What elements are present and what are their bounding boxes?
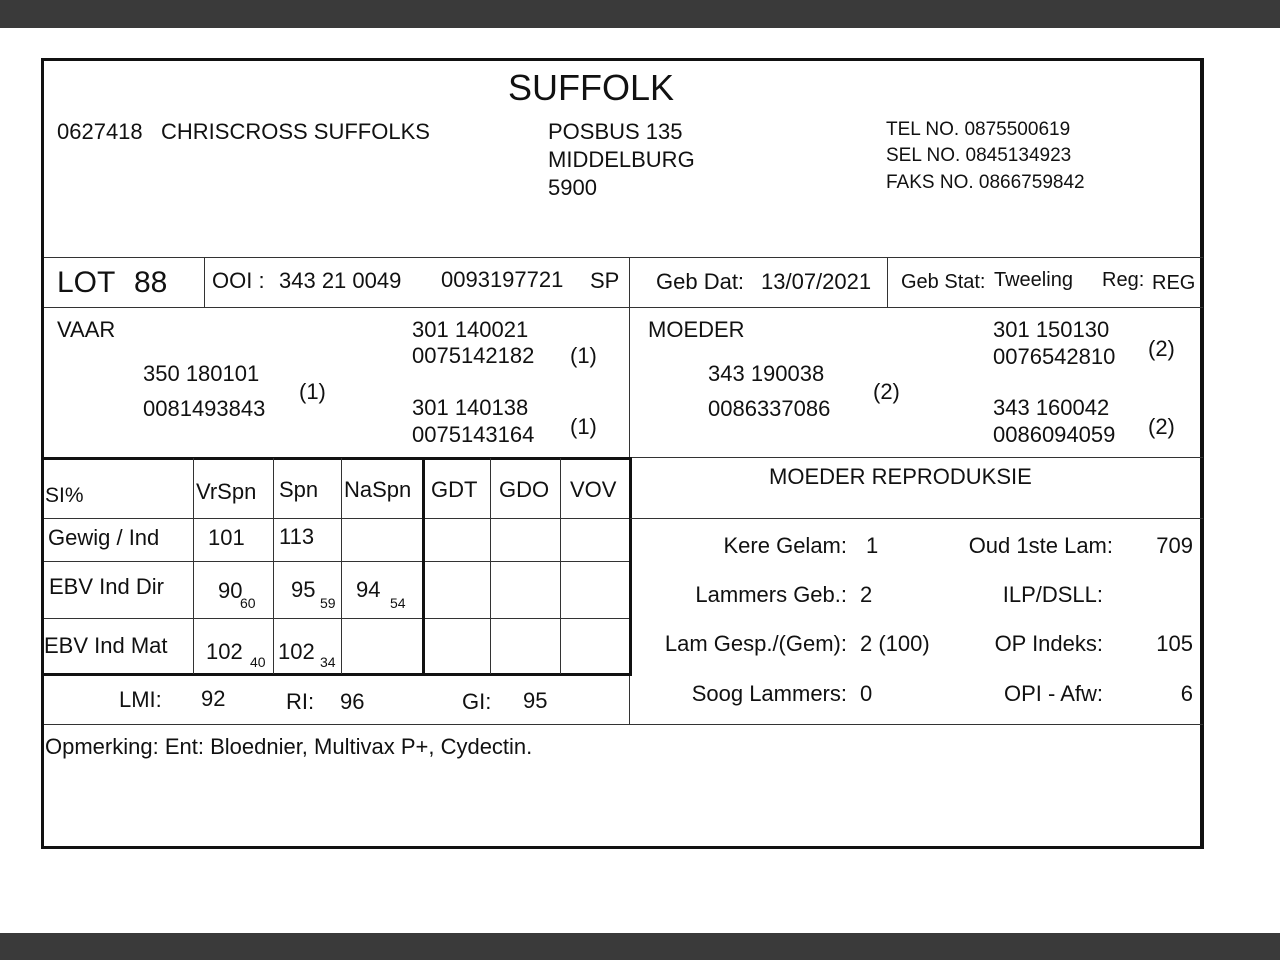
- grid-border: [44, 673, 632, 676]
- row-label: Gewig / Ind: [48, 525, 160, 550]
- repro-label: OPI - Afw:: [1003, 681, 1103, 706]
- grid-line: [44, 518, 630, 519]
- lot-number: 88: [134, 266, 168, 299]
- sel-number: SEL NO. 0845134923: [886, 145, 1072, 166]
- sire-sire-id: 301 140021: [412, 317, 529, 342]
- address-line-1: POSBUS 135: [548, 119, 683, 144]
- birth-date: 13/07/2021: [761, 269, 872, 294]
- row-label: EBV Ind Dir: [49, 574, 164, 599]
- col-gdt: GDT: [431, 477, 478, 502]
- birth-status-label: Geb Stat:: [901, 271, 986, 293]
- dam-dam-grade: (2): [1148, 414, 1175, 439]
- animal-code: SP: [590, 268, 620, 293]
- grid-line: [560, 458, 561, 674]
- divider: [887, 258, 888, 307]
- cell-spn-accuracy: 34: [320, 654, 336, 670]
- repro-value: 2: [860, 582, 873, 607]
- cell-vrspn-accuracy: 60: [240, 595, 256, 611]
- sire-sire-grade: (1): [570, 343, 597, 368]
- index-ri-label: RI:: [286, 689, 315, 714]
- repro-value: 6: [1180, 681, 1193, 706]
- index-ri-value: 96: [340, 689, 365, 714]
- breeder-name: CHRISCROSS SUFFOLKS: [161, 119, 430, 144]
- col-si: SI%: [45, 484, 84, 507]
- col-vov: VOV: [570, 477, 617, 502]
- grid-line: [273, 458, 274, 674]
- breeder-number: 0627418: [57, 119, 143, 144]
- birth-date-label: Geb Dat:: [656, 269, 745, 294]
- row-label: EBV Ind Mat: [44, 633, 168, 658]
- sire-id: 350 180101: [143, 361, 260, 386]
- dam-grade: (2): [873, 379, 900, 404]
- index-lmi-label: LMI:: [119, 687, 162, 712]
- cell-spn: 113: [279, 524, 315, 549]
- cell-vrspn: 102: [206, 639, 243, 664]
- address-line-2: MIDDELBURG: [548, 147, 695, 172]
- divider: [44, 724, 1203, 725]
- animal-id: 343 21 0049: [279, 268, 402, 293]
- remark: Opmerking: Ent: Bloednier, Multivax P+, Cydectin.: [45, 734, 533, 759]
- dam-sire-id: 301 150130: [993, 317, 1110, 342]
- repro-value: 0: [860, 681, 873, 706]
- reg-label: Reg:: [1102, 269, 1145, 291]
- divider: [44, 307, 1203, 308]
- cell-vrspn-accuracy: 40: [250, 654, 266, 670]
- sire-label: VAAR: [57, 317, 116, 342]
- reproduction-title: MOEDER REPRODUKSIE: [769, 464, 1032, 489]
- grid-border: [44, 457, 632, 460]
- repro-value: 105: [1156, 631, 1193, 656]
- dam-label: MOEDER: [648, 317, 745, 342]
- repro-label: ILP/DSLL:: [1002, 582, 1103, 607]
- cell-spn: 102: [278, 639, 315, 664]
- col-gdo: GDO: [499, 477, 550, 502]
- viewer-bottom-bar: [0, 933, 1280, 960]
- grid-line: [490, 458, 491, 674]
- lot-label: LOT: [57, 266, 116, 299]
- divider: [44, 257, 1203, 258]
- index-gi-label: GI:: [462, 689, 492, 714]
- cell-naspn: 94: [356, 577, 381, 602]
- sire-sire-reg: 0075142182: [412, 343, 535, 368]
- sire-dam-grade: (1): [570, 414, 597, 439]
- sire-dam-reg: 0075143164: [412, 422, 535, 447]
- sire-grade: (1): [299, 379, 326, 404]
- repro-label: Soog Lammers:: [691, 681, 847, 706]
- divider: [204, 258, 205, 307]
- dam-dam-id: 343 160042: [993, 395, 1110, 420]
- sire-reg: 0081493843: [143, 396, 266, 421]
- grid-line: [44, 618, 630, 619]
- cell-spn: 95: [291, 577, 316, 602]
- repro-label: Kere Gelam:: [723, 533, 847, 558]
- address-line-3: 5900: [548, 175, 597, 200]
- divider: [630, 518, 1203, 519]
- viewer-top-bar: [0, 0, 1280, 28]
- grid-border: [422, 458, 425, 674]
- cell-spn-accuracy: 59: [320, 595, 336, 611]
- faks-number: FAKS NO. 0866759842: [886, 172, 1085, 193]
- grid-line: [193, 458, 194, 674]
- dam-sire-grade: (2): [1148, 336, 1175, 361]
- cell-vrspn: 90: [218, 578, 243, 603]
- dam-reg: 0086337086: [708, 396, 831, 421]
- cell-naspn-accuracy: 54: [390, 595, 406, 611]
- dam-sire-reg: 0076542810: [993, 344, 1116, 369]
- reg-status: REG: [1152, 272, 1196, 294]
- repro-value: 1: [866, 533, 879, 558]
- animal-reg-no: 0093197721: [441, 267, 564, 292]
- grid-line: [341, 458, 342, 674]
- grid-border: [629, 458, 632, 674]
- breed-title: SUFFOLK: [508, 67, 675, 108]
- repro-label: Lam Gesp./(Gem):: [664, 631, 847, 656]
- dam-id: 343 190038: [708, 361, 825, 386]
- animal-type: OOI :: [212, 268, 265, 293]
- cell-vrspn: 101: [208, 525, 245, 550]
- grid-line: [44, 561, 630, 562]
- col-spn: Spn: [279, 477, 319, 502]
- col-naspn: NaSpn: [344, 477, 412, 502]
- repro-label: Lammers Geb.:: [695, 582, 847, 607]
- repro-value: 2 (100): [860, 631, 930, 656]
- repro-label: Oud 1ste Lam:: [968, 533, 1113, 558]
- tel-number: TEL NO. 0875500619: [886, 119, 1071, 140]
- col-vrspn: VrSpn: [196, 479, 257, 504]
- sire-dam-id: 301 140138: [412, 395, 529, 420]
- index-lmi-value: 92: [201, 686, 226, 711]
- birth-status: Tweeling: [994, 269, 1073, 291]
- index-gi-value: 95: [523, 688, 548, 713]
- repro-label: OP Indeks:: [994, 631, 1103, 656]
- repro-value: 709: [1156, 533, 1193, 558]
- dam-dam-reg: 0086094059: [993, 422, 1116, 447]
- divider: [629, 258, 630, 307]
